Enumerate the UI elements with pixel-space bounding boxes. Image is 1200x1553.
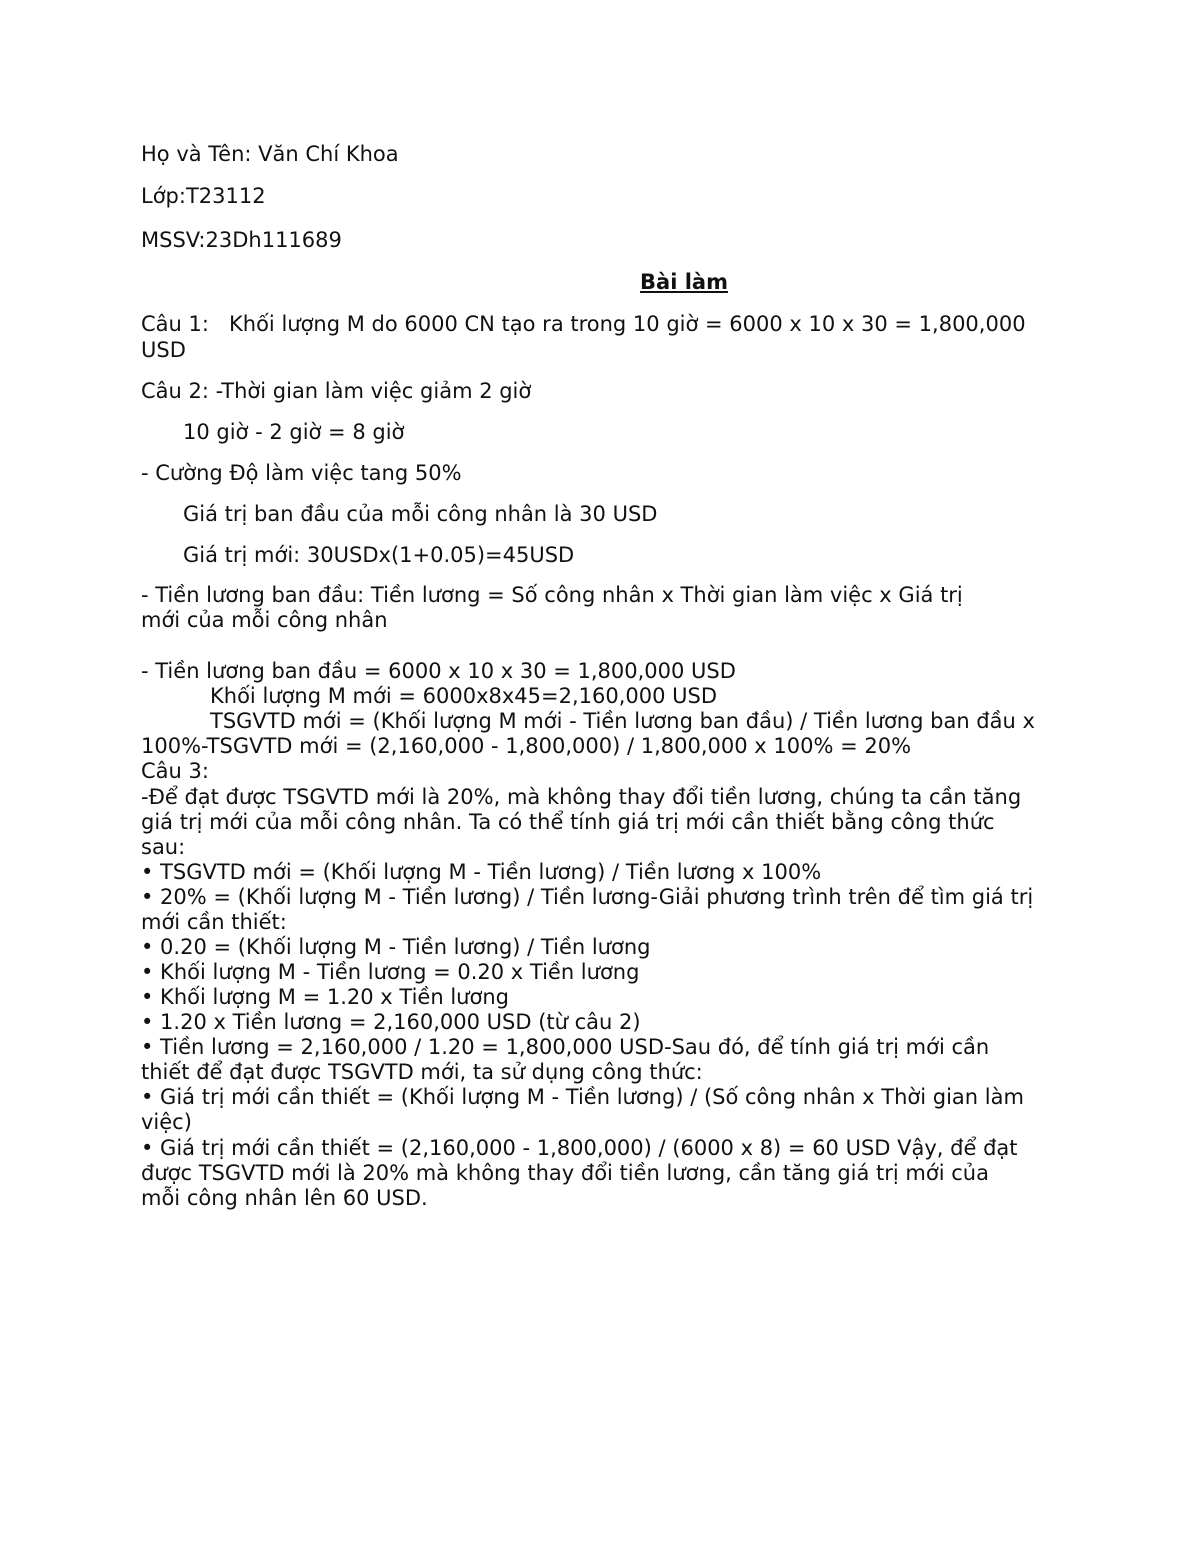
q3-line: sau: [141, 835, 186, 859]
q2-line: 100%-TSGVTD mới = (2,160,000 - 1,800,000) / 1,800,000 x 100% = 20% [141, 734, 912, 758]
q2-line: 10 giờ - 2 giờ = 8 giờ [183, 420, 405, 444]
q3-line: • Khối lượng M = 1.20 x Tiền lương [141, 985, 509, 1009]
q2-line: Câu 2: -Thời gian làm việc giảm 2 giờ [141, 379, 532, 403]
q1-text-continued: USD [141, 338, 186, 362]
q1-label: Câu 1: [141, 312, 209, 336]
q3-line: • Giá trị mới cần thiết = (2,160,000 - 1,800,000) / (6000 x 8) = 60 USD Vậy, để đạt [141, 1136, 1018, 1160]
q2-line: - Tiền lương ban đầu: Tiền lương = Số công nhân x Thời gian làm việc x Giá trị [141, 583, 963, 607]
q2-line: mới của mỗi công nhân [141, 608, 388, 632]
q3-line: giá trị mới của mỗi công nhân. Ta có thể tính giá trị mới cần thiết bằng công thức [141, 810, 995, 834]
q1-text: Khối lượng M do 6000 CN tạo ra trong 10 giờ = 6000 x 10 x 30 = 1,800,000 [229, 312, 1026, 336]
q3-line: mới cần thiết: [141, 910, 287, 934]
q3-line: • Tiền lương = 2,160,000 / 1.20 = 1,800,000 USD-Sau đó, để tính giá trị mới cần [141, 1035, 990, 1059]
q3-line: thiết để đạt được TSGVTD mới, ta sử dụng công thức: [141, 1060, 703, 1084]
document-title: Bài làm [640, 270, 728, 294]
q2-line: Khối lượng M mới = 6000x8x45=2,160,000 USD [210, 684, 718, 708]
class-line: Lớp:T23112 [141, 184, 266, 208]
q2-line: - Tiền lương ban đầu = 6000 x 10 x 30 = 1,800,000 USD [141, 659, 736, 683]
student-id-line: MSSV:23Dh111689 [141, 228, 342, 252]
q3-line: Câu 3: [141, 759, 209, 783]
q3-line: việc) [141, 1110, 192, 1134]
q3-line: • 0.20 = (Khối lượng M - Tiền lương) / Tiền lương [141, 935, 651, 959]
q3-line: mỗi công nhân lên 60 USD. [141, 1186, 428, 1210]
q3-line: được TSGVTD mới là 20% mà không thay đổi tiền lương, cần tăng giá trị mới của [141, 1161, 989, 1185]
q3-line: • Giá trị mới cần thiết = (Khối lượng M - Tiền lương) / (Số công nhân x Thời gian làm [141, 1085, 1024, 1109]
q2-line: Giá trị ban đầu của mỗi công nhân là 30 USD [183, 502, 658, 526]
q2-line: TSGVTD mới = (Khối lượng M mới - Tiền lương ban đầu) / Tiền lương ban đầu x [210, 709, 1035, 733]
q3-line: • 1.20 x Tiền lương = 2,160,000 USD (từ câu 2) [141, 1010, 641, 1034]
q2-line: Giá trị mới: 30USDx(1+0.05)=45USD [183, 543, 575, 567]
q3-line: -Để đạt được TSGVTD mới là 20%, mà không thay đổi tiền lương, chúng ta cần tăng [141, 785, 1022, 809]
q3-line: • TSGVTD mới = (Khối lượng M - Tiền lương) / Tiền lương x 100% [141, 860, 822, 884]
student-name-line: Họ và Tên: Văn Chí Khoa [141, 142, 399, 166]
q3-line: • 20% = (Khối lượng M - Tiền lương) / Tiền lương-Giải phương trình trên để tìm giá trị [141, 885, 1034, 909]
q3-line: • Khối lượng M - Tiền lương = 0.20 x Tiền lương [141, 960, 640, 984]
q2-line: - Cường Độ làm việc tang 50% [141, 461, 462, 485]
